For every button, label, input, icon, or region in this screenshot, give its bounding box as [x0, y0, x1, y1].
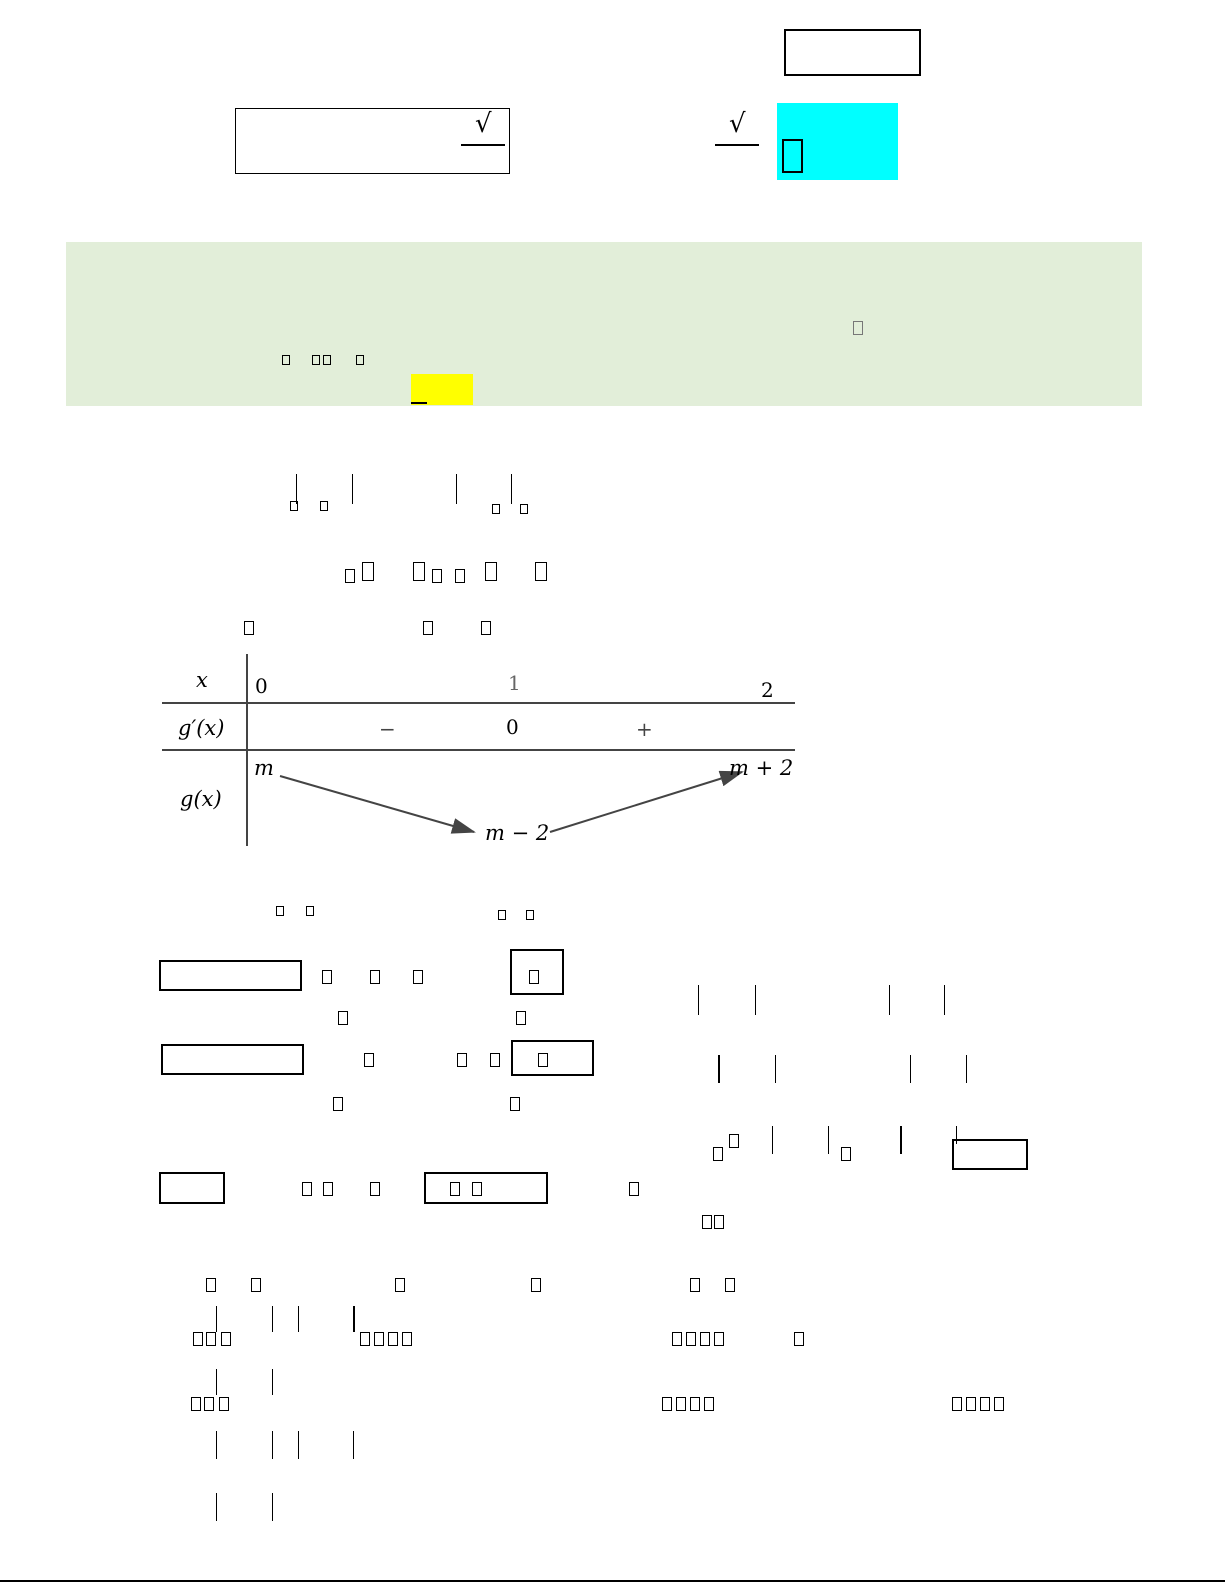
table-x-value: 2 — [761, 678, 774, 702]
missing-glyph — [672, 1332, 682, 1346]
formula-box-left — [235, 108, 510, 174]
missing-glyph — [320, 501, 328, 511]
missing-glyph — [455, 569, 465, 583]
missing-glyph — [457, 1053, 467, 1067]
missing-glyph — [485, 562, 497, 581]
missing-glyph — [535, 562, 547, 581]
missing-glyph — [520, 504, 528, 514]
missing-glyph — [472, 1182, 482, 1196]
missing-glyph — [713, 1147, 723, 1161]
sqrt-symbol-left: √ — [475, 109, 492, 139]
missing-glyph — [516, 1011, 526, 1025]
missing-glyph — [345, 569, 355, 583]
table-function-start: m — [254, 756, 274, 780]
missing-glyph — [360, 1332, 370, 1346]
missing-glyph — [413, 562, 425, 581]
missing-glyph — [370, 970, 380, 984]
variation-table — [150, 648, 810, 858]
missing-glyph — [704, 1397, 714, 1411]
footer-rule — [0, 1580, 1225, 1582]
missing-glyph — [413, 970, 423, 984]
fraction-bar-left — [461, 144, 505, 146]
increase-arrow — [550, 772, 742, 832]
abs-bar — [775, 1055, 776, 1083]
abs-bar — [944, 985, 945, 1015]
missing-glyph — [432, 569, 442, 583]
missing-glyph — [782, 139, 803, 173]
abs-bar — [910, 1055, 911, 1083]
missing-glyph — [952, 1397, 962, 1411]
missing-glyph — [841, 1147, 851, 1161]
missing-glyph — [510, 1097, 520, 1111]
missing-glyph — [251, 1278, 261, 1292]
missing-glyph — [700, 1332, 710, 1346]
missing-glyph — [290, 501, 298, 511]
missing-glyph — [282, 355, 290, 365]
missing-glyph — [686, 1332, 696, 1346]
answer-box-top — [784, 29, 921, 76]
abs-bar — [272, 1306, 273, 1332]
abs-bar — [889, 985, 890, 1015]
missing-glyph — [370, 1182, 380, 1196]
missing-glyph — [966, 1397, 976, 1411]
abs-bar — [296, 474, 297, 504]
table-x-label: x — [196, 668, 208, 692]
missing-glyph — [402, 1332, 412, 1346]
table-function-label: g(x) — [180, 787, 222, 811]
missing-glyph — [490, 1053, 500, 1067]
green-note-panel — [66, 242, 1142, 406]
fraction-bar-right — [715, 144, 759, 146]
missing-glyph — [714, 1332, 724, 1346]
abs-bar — [298, 1431, 299, 1459]
missing-glyph — [994, 1397, 1004, 1411]
abs-bar — [456, 474, 457, 504]
abs-bar — [511, 474, 512, 504]
option-box — [159, 1172, 225, 1204]
abs-bar — [828, 1126, 829, 1154]
table-derivative-sign: + — [636, 717, 653, 741]
abs-bar — [298, 1306, 299, 1332]
abs-bar — [353, 1431, 354, 1459]
abs-bar — [216, 1306, 217, 1332]
table-derivative-sign: − — [379, 717, 396, 741]
missing-glyph — [498, 910, 506, 920]
missing-glyph — [980, 1397, 990, 1411]
missing-glyph — [794, 1332, 804, 1346]
abs-bar — [216, 1431, 217, 1459]
missing-glyph — [323, 1182, 333, 1196]
missing-glyph — [662, 1397, 672, 1411]
yellow-highlight — [411, 374, 473, 405]
abs-bar — [966, 1055, 967, 1083]
option-box — [159, 960, 302, 991]
missing-glyph — [191, 1397, 201, 1411]
missing-glyph — [531, 1278, 541, 1292]
abs-bar — [216, 1369, 217, 1395]
missing-glyph — [538, 1053, 548, 1067]
missing-glyph — [526, 910, 534, 920]
missing-glyph — [204, 1397, 214, 1411]
missing-glyph — [206, 1332, 216, 1346]
table-derivative-sign: 0 — [506, 715, 519, 739]
missing-glyph — [853, 321, 863, 335]
missing-glyph — [244, 621, 254, 635]
missing-glyph — [714, 1215, 724, 1229]
missing-glyph — [323, 355, 331, 365]
missing-glyph — [276, 906, 284, 916]
option-box — [424, 1172, 548, 1204]
yellow-underscore — [411, 402, 427, 404]
abs-bar — [216, 1493, 217, 1521]
missing-glyph — [423, 621, 433, 635]
abs-bar — [718, 1055, 720, 1083]
missing-glyph — [492, 504, 500, 514]
missing-glyph — [312, 355, 320, 365]
abs-bar — [272, 1369, 273, 1395]
missing-glyph — [356, 355, 364, 365]
missing-glyph — [322, 970, 332, 984]
table-x-value: 1 — [508, 671, 521, 695]
abs-bar — [272, 1493, 273, 1521]
missing-glyph — [690, 1397, 700, 1411]
missing-glyph — [529, 970, 539, 984]
abs-bar — [352, 474, 353, 504]
missing-glyph — [193, 1332, 203, 1346]
table-function-end: m + 2 — [729, 756, 794, 780]
missing-glyph — [676, 1397, 686, 1411]
missing-glyph — [374, 1332, 384, 1346]
missing-glyph — [450, 1182, 460, 1196]
missing-glyph — [395, 1278, 405, 1292]
option-box — [511, 1040, 594, 1076]
missing-glyph — [306, 906, 314, 916]
missing-glyph — [219, 1397, 229, 1411]
abs-bar — [698, 985, 699, 1015]
table-x-value: 0 — [255, 674, 268, 698]
missing-glyph — [362, 562, 374, 581]
abs-bar — [900, 1126, 902, 1154]
option-box — [952, 1139, 1028, 1170]
abs-bar — [755, 985, 756, 1015]
missing-glyph — [221, 1332, 231, 1346]
decrease-arrow — [280, 776, 474, 832]
missing-glyph — [206, 1278, 216, 1292]
missing-glyph — [729, 1134, 739, 1148]
missing-glyph — [629, 1182, 639, 1196]
missing-glyph — [481, 621, 491, 635]
abs-bar — [272, 1431, 273, 1459]
missing-glyph — [364, 1053, 374, 1067]
missing-glyph — [333, 1097, 343, 1111]
missing-glyph — [702, 1215, 712, 1229]
missing-glyph — [690, 1278, 700, 1292]
abs-bar — [353, 1306, 355, 1332]
abs-bar — [772, 1126, 773, 1154]
table-function-min: m − 2 — [485, 821, 550, 845]
missing-glyph — [725, 1278, 735, 1292]
missing-glyph — [388, 1332, 398, 1346]
option-box — [161, 1044, 304, 1075]
sqrt-symbol-right: √ — [729, 109, 746, 139]
missing-glyph — [302, 1182, 312, 1196]
missing-glyph — [338, 1011, 348, 1025]
table-derivative-label: g′(x) — [178, 716, 225, 740]
